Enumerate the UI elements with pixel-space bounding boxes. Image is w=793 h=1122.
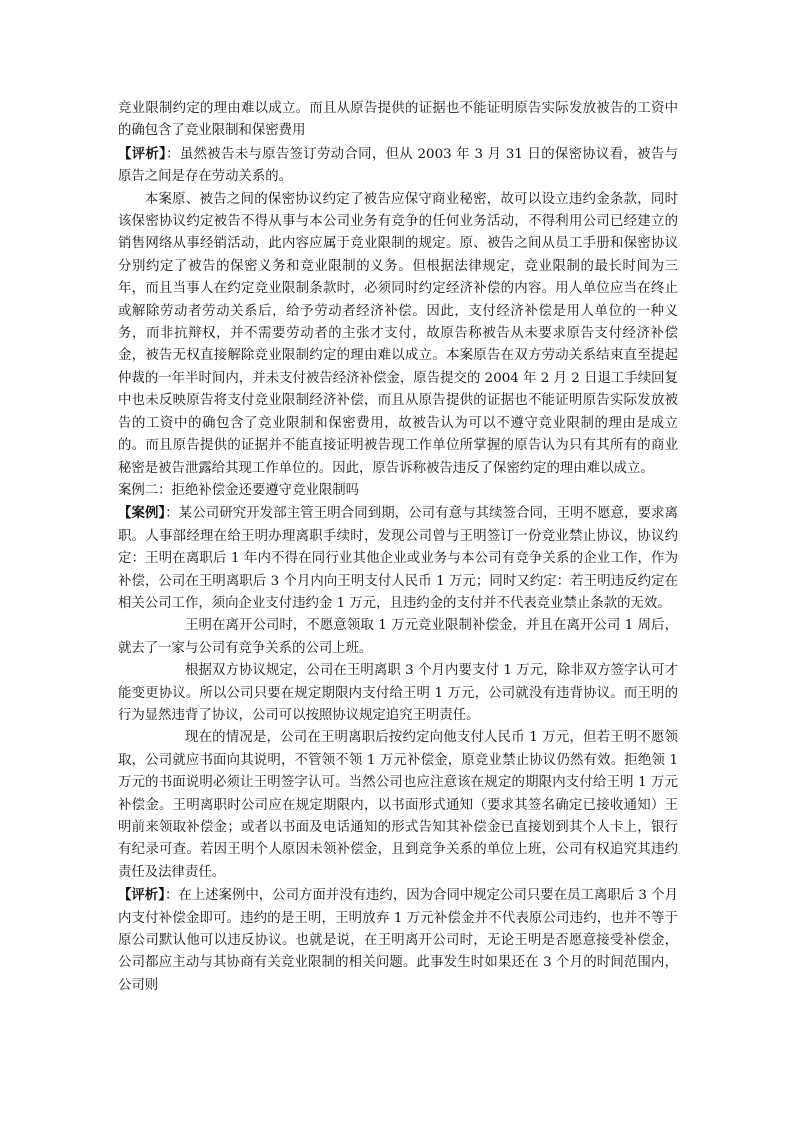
paragraph-text: ：虽然被告未与原告签订劳动合同，但从 2003 年 3 月 31 日的保密协议看，被告与原告之间是存在劳动关系的。 xyxy=(118,146,678,185)
paragraph xyxy=(118,615,678,660)
paragraph xyxy=(118,143,678,189)
paragraph xyxy=(118,98,678,143)
paragraph-label: 【评析】 xyxy=(118,145,167,162)
paragraph-text: 王明在离开公司时，不愿意领取 1 万元竞业限制补偿金，并且在离开公司 1 周后，就去了一家与公司有竞争关系的公司上班。 xyxy=(118,618,678,656)
paragraph xyxy=(118,189,678,480)
paragraph-text: 现在的情况是，公司在王明离职后按约定向他支付人民币 1 万元，但若王明不愿领取，公司就应书面向其说明，不管领不领 1 万元补偿金，原竞业禁止协议仍然有效。拒绝领 1 万元的书面说明必须让王明签字认可。当然公司也应注意该在规定的期限内支付给王明 1 万元补偿金。王明离职时公司应在规定期限内，以书面形式通知（要求其签名确定已接收通知）王明前来领取补偿金；或者以书面及电话通知的形式告知其补偿金已直接划到其个人卡上，银行有纪录可查。若因王明个人原因未领补偿金，且到竞争关系的单位上班，公司有权追究其违约责任及法律责任。 xyxy=(118,730,678,880)
paragraph-text: 本案原、被告之间的保密协议约定了被告应保守商业秘密，故可以设立违约金条款，同时该保密协议约定被告不得从事与本公司业务有竞争的任何业务活动，不得利用公司已经建立的销售网络从事经销活动，此内容应属于竞业限制的规定。原、被告之间从员工手册和保密协议分别约定了被告的保密义务和竞业限制的义务。但根据法律规定，竞业限制的最长时间为三年，而且当事人在约定竞业限制条款时，必须同时约定经济补偿的内容。用人单位应当在终止或解除劳动者劳动关系后，给予劳动者经济补偿。因此，支付经济补偿是用人单位的一种义务，而非抗辩权，并不需要劳动者的主张才支付，故原告称被告从未要求原告支付经济补偿金，被告无权直接解除竞业限制约定的理由难以成立。本案原告在双方劳动关系结束直至提起仲裁的一年半时间内，并未支付被告经济补偿金，原告提交的 2004 年 2 月 2 日退工手续回复中也未反映原告将支付竞业限制经济补偿，而且从原告提供的证据也不能证明原告实际发放被告的工资中的确包含了竞业限制和保密费用，故被告认为可以不遵守竞业限制的理由是成立的。而且原告提供的证据并不能直接证明被告现工作单位所掌握的原告认为只有其所有的商业秘密是被告泄露给其现工作单位的。因此，原告诉称被告违反了保密约定的理由难以成立。 xyxy=(118,191,678,476)
paragraph xyxy=(118,727,678,884)
paragraph-label: 【案例】 xyxy=(118,505,166,522)
document-body xyxy=(118,98,678,997)
section-heading xyxy=(118,480,678,502)
paragraph xyxy=(118,660,678,727)
paragraph xyxy=(118,884,678,997)
paragraph-text: ：某公司研究开发部主管王明合同到期，公司有意与其续签合同，王明不愿意，要求离职。人事部经理在给王明办理离职手续时，发现公司曾与王明签订一份竞业禁止协议，协议约定：王明在离职后 1 年内不得在同行业其他企业或业务与本公司有竞争关系的企业工作，作为补偿，公司在王明离职后 3 个月内向王明支付人民币 1 万元；同时又约定：若王明违反约定在相关公司工作，须向企业支付违约金 1 万元，且违约金的支付并不代表竞业禁止条款的无效。 xyxy=(118,506,678,611)
paragraph xyxy=(118,502,678,615)
paragraph-label: 【评析】 xyxy=(118,887,165,904)
paragraph-text: 根据双方协议规定，公司在王明离职 3 个月内要支付 1 万元，除非双方签字认可才能变更协议。所以公司只要在规定期限内支付给王明 1 万元，公司就没有违背协议。而王明的行为显然违背了协议，公司可以按照协议规定追究王明责任。 xyxy=(118,663,678,723)
paragraph-text: 竞业限制约定的理由难以成立。而且从原告提供的证据也不能证明原告实际发放被告的工资中的确包含了竞业限制和保密费用 xyxy=(118,101,678,139)
paragraph-text: 案例二：拒绝补偿金还要遵守竞业限制吗 xyxy=(118,482,360,498)
paragraph-text: ：在上述案例中，公司方面并没有违约，因为合同中规定公司只要在员工离职后 3 个月内支付补偿金即可。违约的是王明，王明放弃 1 万元补偿金并不代表原公司违约，也并不等于原公司默认他可以违反协议。也就是说，在王明离开公司时，无论王明是否愿意接受补偿金，公司都应主动与其协商有关竞业限制的相关问题。此事发生时如果还在 3 个月的时间范围内，公司则 xyxy=(118,888,678,993)
